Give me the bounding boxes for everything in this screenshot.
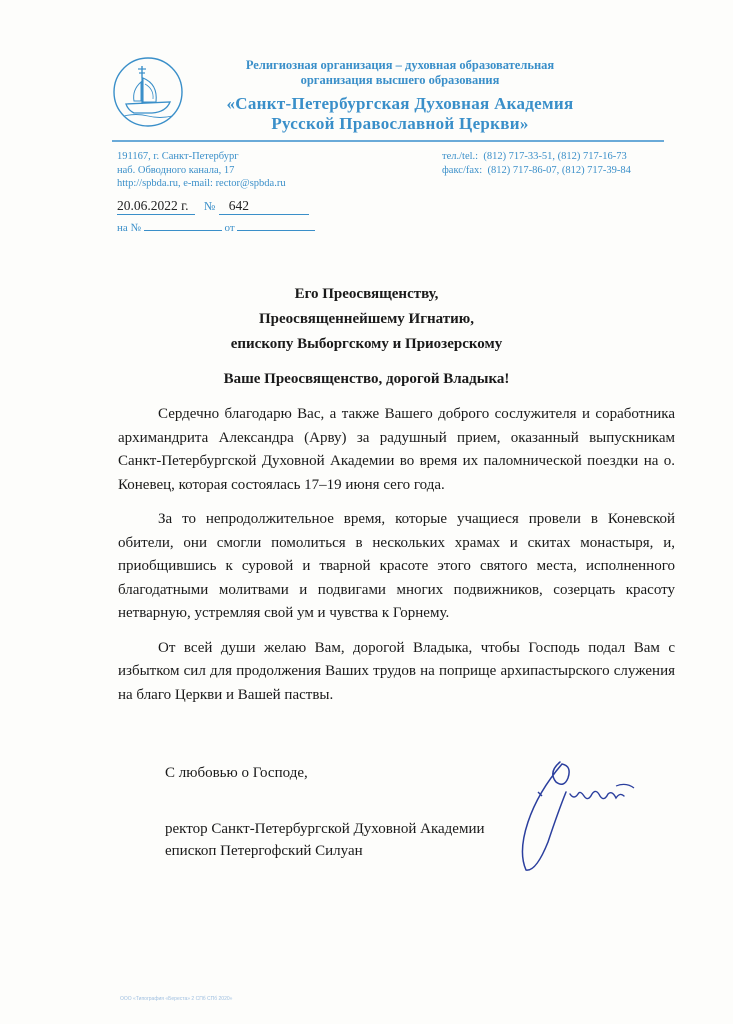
address-line-2: наб. Обводного канала, 17 [117, 164, 235, 176]
academy-logo-icon [112, 56, 184, 128]
salutation: Ваше Преосвященство, дорогой Владыка! [223, 371, 510, 387]
signatory-title: ректор Санкт-Петербургской Духовной Академии [165, 821, 485, 837]
phone-line: тел./tel.: (812) 717-33-51, (812) 717-16-73 [442, 151, 627, 162]
addressee-line-2: Преосвященнейшему Игнатию, [259, 311, 474, 327]
signatory-block [165, 818, 485, 862]
contact-numbers [442, 150, 631, 177]
closing-phrase: С любовью о Господе, [165, 765, 308, 781]
body-paragraph-2: За то непродолжительное время, которые учащиеся провели в Коневской обители, они смогли помолиться в нескольких храмах и скитах монастыря, и, приобщившись к суровой и тварной красоте этого святого места, исполненного благодатными молитвами и подвигами многих подвижников, созерцать красоту нетварную, устремляя свой ум и чувства к Горнему. [118, 511, 675, 621]
organization-name [190, 94, 610, 134]
letter-body [118, 403, 675, 718]
addressee-line-1: Его Преосвященству, [294, 286, 439, 302]
organization-type [200, 58, 600, 88]
address-line-1: 191167, г. Санкт-Петербург [117, 151, 239, 162]
letterhead-divider [112, 140, 664, 142]
outgoing-registration [117, 198, 309, 215]
reply-to-label: на № [117, 222, 142, 234]
addressee-block [0, 282, 733, 357]
handwritten-signature [508, 752, 643, 877]
reply-reference [117, 222, 315, 234]
org-line-2: организация высшего образования [300, 73, 500, 87]
fax-line: факс/fax: (812) 717-86-07, (812) 717-39-84 [442, 164, 631, 176]
addressee-line-3: епископу Выборгскому и Приозерскому [230, 336, 503, 352]
org-name-line-1: «Санкт-Петербургская Духовная Академия [226, 94, 574, 113]
signatory-name: епископ Петергофский Силуан [165, 843, 363, 859]
letter-number: 642 [219, 198, 309, 215]
from-label: от [224, 222, 235, 234]
org-name-line-2: Русской Православной Церкви» [271, 114, 529, 133]
postal-address [117, 150, 286, 191]
number-label: № [203, 199, 216, 213]
address-line-3: http://spbda.ru, e-mail: rector@spbda.ru [117, 178, 286, 189]
org-line-1: Религиозная организация – духовная образовательная [245, 58, 555, 72]
body-paragraph-1: Сердечно благодарю Вас, а также Вашего доброго сослужителя и соработника архимандрита Александра (Арву) за радушный прием, оказанный выпускникам Санкт-Петербургской Духовной Академии во время их паломнической поездки на о. Коневец, которая состоялась 17–19 июня сего года. [118, 406, 675, 493]
letter-date: 20.06.2022 г. [117, 198, 195, 215]
printer-imprint: ООО «Типография «Береста» 2 СПб СПб 2020» [120, 996, 233, 1002]
body-paragraph-3: От всей души желаю Вам, дорогой Владыка, чтобы Господь подал Вам с избытком сил для продолжения Ваших трудов на поприще архипастырского служения на благо Церкви и Вашей паствы. [118, 639, 675, 703]
